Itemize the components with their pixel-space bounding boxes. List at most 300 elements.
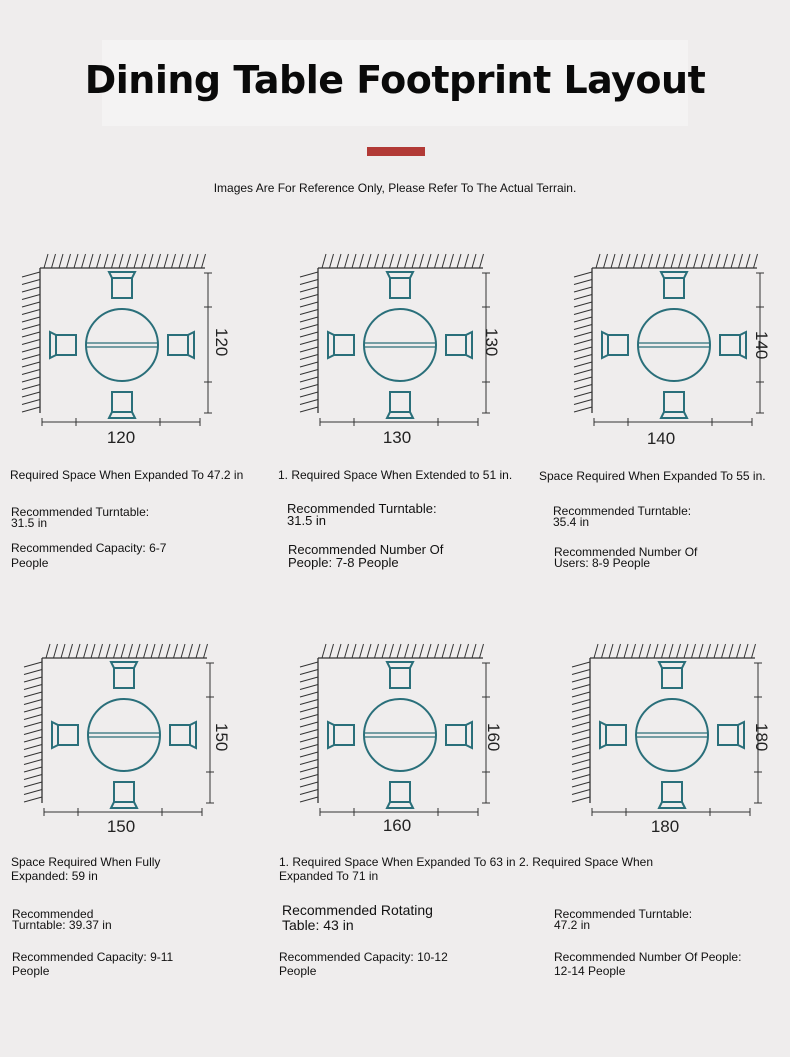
wall-hatch — [300, 670, 318, 675]
wall-hatch — [572, 722, 590, 727]
turntable-text-1b: 31.5 in — [11, 516, 48, 530]
wall-hatch — [22, 302, 40, 307]
wall-hatch — [204, 644, 208, 658]
wall-hatch — [159, 644, 163, 658]
wall-hatch — [609, 644, 613, 658]
wall-hatch — [24, 700, 42, 705]
wall-hatch — [420, 254, 424, 268]
wall-hatch — [574, 272, 592, 277]
chair — [387, 272, 413, 298]
wall-hatch — [61, 644, 65, 658]
wall-hatch — [300, 700, 318, 705]
width-label-2: 130 — [382, 428, 412, 447]
space-text-1: Required Space When Expanded To 47.2 in — [10, 468, 244, 482]
chair — [718, 722, 744, 748]
wall-hatch — [22, 392, 40, 397]
wall-hatch — [300, 280, 318, 285]
wall-hatch — [574, 332, 592, 337]
wall-hatch — [671, 254, 675, 268]
wall-hatch — [22, 332, 40, 337]
wall-hatch — [322, 644, 326, 658]
wall-hatch — [300, 737, 318, 742]
wall-hatch — [300, 287, 318, 292]
wall-hatch — [744, 644, 748, 658]
wall-hatch — [300, 295, 318, 300]
wall-hatch — [24, 760, 42, 765]
wall-hatch — [572, 662, 590, 667]
wall-hatch — [22, 317, 40, 322]
wall-hatch — [179, 254, 183, 268]
wall-hatch — [574, 370, 592, 375]
chair — [659, 782, 685, 808]
wall-hatch — [99, 644, 103, 658]
wall-hatch — [572, 760, 590, 765]
wall-hatch — [709, 254, 713, 268]
wall-hatch — [360, 254, 364, 268]
wall-hatch — [465, 644, 469, 658]
accent-bar — [367, 147, 425, 156]
wall-hatch — [54, 644, 58, 658]
wall-hatch — [76, 644, 80, 658]
wall-hatch — [337, 644, 341, 658]
height-label-2: 130 — [482, 328, 501, 357]
wall-hatch — [52, 254, 56, 268]
wall-hatch — [22, 355, 40, 360]
wall-hatch — [300, 767, 318, 772]
wall-hatch — [164, 254, 168, 268]
turntable-text-6a: Recommended Turntable: — [554, 907, 693, 921]
wall-hatch — [572, 685, 590, 690]
wall-hatch — [22, 340, 40, 345]
wall-hatch — [300, 797, 318, 802]
chair — [720, 332, 746, 358]
space-text-5a: 1. Required Space When Expanded To 63 in 2. Required Space When — [279, 855, 654, 869]
wall-hatch — [654, 644, 658, 658]
wall-hatch — [300, 355, 318, 360]
turntable-text-2b: 31.5 in — [287, 513, 327, 528]
wall-hatch — [300, 340, 318, 345]
wall-hatch — [632, 644, 636, 658]
chair — [168, 332, 194, 358]
wall-hatch — [300, 692, 318, 697]
wall-hatch — [427, 254, 431, 268]
chair — [387, 782, 413, 808]
wall-hatch — [322, 254, 326, 268]
wall-hatch — [24, 790, 42, 795]
chair — [387, 392, 413, 418]
wall-hatch — [24, 767, 42, 772]
wall-hatch — [574, 377, 592, 382]
wall-hatch — [684, 644, 688, 658]
wall-hatch — [594, 644, 598, 658]
wall-hatch — [121, 644, 125, 658]
capacity-text-5a: Recommended Capacity: 10-12 — [279, 950, 448, 964]
space-text-5b: Expanded To 71 in — [279, 869, 379, 883]
space-text-2: 1. Required Space When Extended to 51 in. — [278, 468, 513, 482]
wall-hatch — [22, 370, 40, 375]
wall-hatch — [22, 377, 40, 382]
wall-hatch — [84, 644, 88, 658]
space-text-4b: Expanded: 59 in — [11, 869, 98, 883]
wall-hatch — [574, 295, 592, 300]
floor-plan-2 — [288, 250, 503, 430]
wall-hatch — [574, 280, 592, 285]
wall-hatch — [300, 677, 318, 682]
wall-hatch — [669, 644, 673, 658]
width-label-1: 120 — [106, 428, 136, 447]
wall-hatch — [300, 715, 318, 720]
subtitle: Images Are For Reference Only, Please Refer To The Actual Terrain. — [213, 181, 577, 195]
wall-hatch — [572, 797, 590, 802]
wall-hatch — [611, 254, 615, 268]
wall-hatch — [679, 254, 683, 268]
wall-hatch — [390, 644, 394, 658]
turntable-text-4a: Recommended — [12, 907, 94, 921]
wall-hatch — [457, 644, 461, 658]
wall-hatch — [420, 644, 424, 658]
round-table — [86, 309, 158, 381]
width-label-4: 150 — [106, 817, 136, 836]
wall-hatch — [24, 737, 42, 742]
chair — [109, 392, 135, 418]
wall-hatch — [24, 775, 42, 780]
chair — [111, 782, 137, 808]
wall-hatch — [97, 254, 101, 268]
wall-hatch — [166, 644, 170, 658]
wall-hatch — [345, 644, 349, 658]
wall-hatch — [337, 254, 341, 268]
chair — [600, 722, 626, 748]
wall-hatch — [24, 722, 42, 727]
wall-hatch — [692, 644, 696, 658]
wall-hatch — [22, 295, 40, 300]
floor-plan-6 — [560, 640, 775, 820]
wall-hatch — [345, 254, 349, 268]
turntable-text-3a: Recommended Turntable: — [553, 504, 692, 518]
turntable-text-4b: Turntable: 39.37 in — [12, 918, 112, 932]
space-text-3: Space Required When Expanded To 55 in. — [539, 469, 766, 483]
wall-hatch — [142, 254, 146, 268]
wall-hatch — [664, 254, 668, 268]
wall-hatch — [24, 692, 42, 697]
wall-hatch — [22, 280, 40, 285]
wall-hatch — [300, 325, 318, 330]
wall-hatch — [119, 254, 123, 268]
wall-hatch — [24, 662, 42, 667]
wall-hatch — [382, 254, 386, 268]
wall-hatch — [300, 760, 318, 765]
wall-hatch — [144, 644, 148, 658]
wall-hatch — [24, 707, 42, 712]
wall-hatch — [572, 737, 590, 742]
wall-hatch — [574, 385, 592, 390]
wall-hatch — [300, 362, 318, 367]
wall-hatch — [67, 254, 71, 268]
chair — [52, 722, 78, 748]
wall-hatch — [22, 400, 40, 405]
wall-hatch — [412, 254, 416, 268]
chair — [170, 722, 196, 748]
capacity-text-4b: People — [12, 964, 50, 978]
wall-hatch — [202, 254, 206, 268]
wall-hatch — [442, 644, 446, 658]
turntable-text-1a: Recommended Turntable: — [11, 505, 150, 519]
wall-hatch — [619, 254, 623, 268]
wall-hatch — [24, 730, 42, 735]
wall-hatch — [754, 254, 758, 268]
wall-hatch — [739, 254, 743, 268]
wall-hatch — [22, 385, 40, 390]
wall-hatch — [574, 347, 592, 352]
height-label-5: 160 — [484, 723, 503, 752]
wall-hatch — [22, 362, 40, 367]
wall-hatch — [574, 392, 592, 397]
chair — [661, 272, 687, 298]
wall-hatch — [465, 254, 469, 268]
wall-hatch — [367, 254, 371, 268]
wall-hatch — [572, 715, 590, 720]
wall-hatch — [572, 752, 590, 757]
round-table — [638, 309, 710, 381]
wall-hatch — [24, 715, 42, 720]
chair — [661, 392, 687, 418]
wall-hatch — [149, 254, 153, 268]
wall-hatch — [74, 254, 78, 268]
capacity-text-1b: People — [11, 556, 49, 570]
capacity-text-1a: Recommended Capacity: 6-7 — [11, 541, 167, 555]
wall-hatch — [382, 644, 386, 658]
wall-hatch — [300, 407, 318, 412]
wall-hatch — [602, 644, 606, 658]
wall-hatch — [187, 254, 191, 268]
width-label-6: 180 — [650, 817, 680, 836]
wall-hatch — [397, 254, 401, 268]
wall-hatch — [714, 644, 718, 658]
chair — [328, 722, 354, 748]
chair — [387, 662, 413, 688]
wall-hatch — [24, 677, 42, 682]
wall-hatch — [300, 347, 318, 352]
space-text-4a: Space Required When Fully — [11, 855, 161, 869]
wall-hatch — [22, 325, 40, 330]
capacity-text-3a: Recommended Number Of — [554, 545, 698, 559]
wall-hatch — [300, 707, 318, 712]
wall-hatch — [300, 317, 318, 322]
height-label-4: 150 — [212, 723, 231, 752]
chair — [659, 662, 685, 688]
chair — [446, 332, 472, 358]
chair — [446, 722, 472, 748]
wall-hatch — [22, 347, 40, 352]
wall-hatch — [300, 302, 318, 307]
wall-hatch — [572, 700, 590, 705]
capacity-text-2b: People: 7-8 People — [288, 555, 399, 570]
wall-hatch — [596, 254, 600, 268]
wall-hatch — [574, 407, 592, 412]
wall-hatch — [134, 254, 138, 268]
capacity-text-2a: Recommended Number Of — [288, 542, 444, 557]
wall-hatch — [300, 790, 318, 795]
wall-hatch — [300, 392, 318, 397]
round-table — [364, 309, 436, 381]
wall-hatch — [22, 407, 40, 412]
wall-hatch — [699, 644, 703, 658]
wall-hatch — [641, 254, 645, 268]
wall-hatch — [737, 644, 741, 658]
wall-hatch — [729, 644, 733, 658]
wall-hatch — [405, 644, 409, 658]
wall-hatch — [189, 644, 193, 658]
wall-hatch — [24, 745, 42, 750]
wall-hatch — [412, 644, 416, 658]
wall-hatch — [352, 254, 356, 268]
capacity-text-6b: 12-14 People — [554, 964, 626, 978]
wall-hatch — [300, 662, 318, 667]
turntable-text-2a: Recommended Turntable: — [287, 501, 437, 516]
wall-hatch — [112, 254, 116, 268]
wall-hatch — [480, 644, 484, 658]
turntable-text-3b: 35.4 in — [553, 515, 590, 529]
wall-hatch — [722, 644, 726, 658]
wall-hatch — [330, 644, 334, 658]
chair — [109, 272, 135, 298]
wall-hatch — [127, 254, 131, 268]
wall-hatch — [300, 310, 318, 315]
wall-hatch — [157, 254, 161, 268]
wall-hatch — [196, 644, 200, 658]
wall-hatch — [574, 317, 592, 322]
wall-hatch — [572, 767, 590, 772]
wall-hatch — [572, 677, 590, 682]
wall-hatch — [624, 644, 628, 658]
wall-hatch — [450, 254, 454, 268]
wall-hatch — [572, 707, 590, 712]
wall-hatch — [59, 254, 63, 268]
wall-hatch — [574, 340, 592, 345]
wall-hatch — [457, 254, 461, 268]
wall-hatch — [300, 722, 318, 727]
wall-hatch — [397, 644, 401, 658]
wall-hatch — [574, 302, 592, 307]
wall-hatch — [136, 644, 140, 658]
wall-hatch — [572, 692, 590, 697]
chair — [111, 662, 137, 688]
wall-hatch — [300, 370, 318, 375]
wall-hatch — [435, 254, 439, 268]
wall-hatch — [405, 254, 409, 268]
wall-hatch — [574, 325, 592, 330]
wall-hatch — [82, 254, 86, 268]
wall-hatch — [300, 775, 318, 780]
wall-hatch — [574, 287, 592, 292]
width-label-3: 140 — [646, 429, 676, 448]
wall-hatch — [442, 254, 446, 268]
wall-hatch — [572, 775, 590, 780]
wall-hatch — [22, 310, 40, 315]
floor-plan-3 — [562, 250, 777, 430]
wall-hatch — [656, 254, 660, 268]
wall-hatch — [300, 385, 318, 390]
floor-plan-1 — [10, 250, 225, 430]
floor-plan-5 — [288, 640, 503, 820]
wall-hatch — [686, 254, 690, 268]
wall-hatch — [752, 644, 756, 658]
turntable-text-6b: 47.2 in — [554, 918, 591, 932]
chair — [50, 332, 76, 358]
wall-hatch — [435, 644, 439, 658]
wall-hatch — [106, 644, 110, 658]
height-label-6: 180 — [752, 723, 771, 752]
chair — [602, 332, 628, 358]
wall-hatch — [24, 782, 42, 787]
wall-hatch — [91, 644, 95, 658]
wall-hatch — [22, 287, 40, 292]
wall-hatch — [626, 254, 630, 268]
width-label-5: 160 — [382, 816, 412, 835]
wall-hatch — [707, 644, 711, 658]
wall-hatch — [194, 254, 198, 268]
wall-hatch — [574, 362, 592, 367]
wall-hatch — [24, 752, 42, 757]
capacity-text-4a: Recommended Capacity: 9-11 — [12, 950, 174, 964]
wall-hatch — [114, 644, 118, 658]
wall-hatch — [300, 377, 318, 382]
height-label-3: 140 — [752, 331, 771, 360]
capacity-text-5b: People — [279, 964, 317, 978]
wall-hatch — [300, 730, 318, 735]
wall-hatch — [300, 332, 318, 337]
wall-hatch — [104, 254, 108, 268]
wall-hatch — [617, 644, 621, 658]
wall-hatch — [574, 310, 592, 315]
wall-hatch — [46, 644, 50, 658]
wall-hatch — [450, 644, 454, 658]
chair — [328, 332, 354, 358]
wall-hatch — [89, 254, 93, 268]
wall-hatch — [151, 644, 155, 658]
wall-hatch — [375, 644, 379, 658]
wall-hatch — [647, 644, 651, 658]
height-label-1: 120 — [212, 328, 231, 357]
wall-hatch — [724, 254, 728, 268]
wall-hatch — [574, 400, 592, 405]
wall-hatch — [300, 782, 318, 787]
wall-hatch — [330, 254, 334, 268]
wall-hatch — [480, 254, 484, 268]
wall-hatch — [300, 272, 318, 277]
wall-hatch — [352, 644, 356, 658]
floor-plan-4 — [12, 640, 227, 820]
wall-hatch — [574, 355, 592, 360]
wall-hatch — [24, 670, 42, 675]
wall-hatch — [300, 685, 318, 690]
wall-hatch — [731, 254, 735, 268]
wall-hatch — [746, 254, 750, 268]
wall-hatch — [360, 644, 364, 658]
wall-hatch — [639, 644, 643, 658]
wall-hatch — [129, 644, 133, 658]
wall-hatch — [649, 254, 653, 268]
wall-hatch — [174, 644, 178, 658]
wall-hatch — [24, 685, 42, 690]
wall-hatch — [69, 644, 73, 658]
wall-hatch — [300, 752, 318, 757]
round-table — [364, 699, 436, 771]
wall-hatch — [572, 670, 590, 675]
wall-hatch — [300, 400, 318, 405]
turntable-text-5b: Table: 43 in — [282, 917, 354, 933]
wall-hatch — [694, 254, 698, 268]
